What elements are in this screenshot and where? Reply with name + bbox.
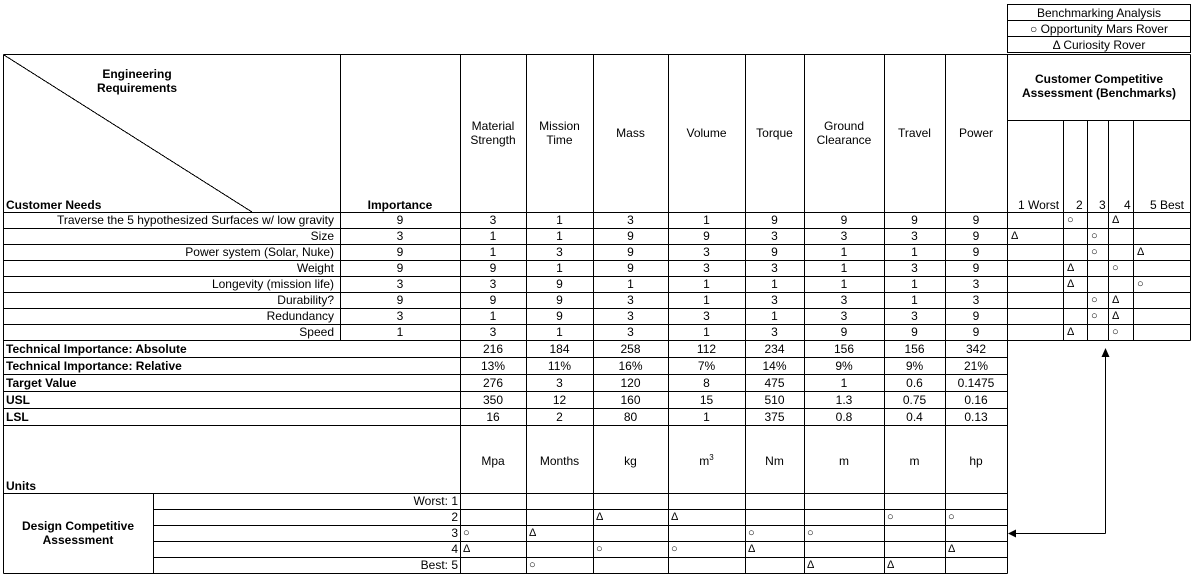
dca-opportunity-mark: ○ <box>748 527 755 539</box>
relationship-value: 1 <box>627 277 634 291</box>
need-importance: 9 <box>396 245 404 259</box>
relationship-value: 9 <box>972 325 980 339</box>
curiosity-mark: Δ <box>1137 246 1145 258</box>
summary-value: 156 <box>904 342 925 356</box>
relationship-value: 1 <box>703 293 710 307</box>
relationship-value: 9 <box>703 229 710 243</box>
summary-value: 0.6 <box>906 376 923 390</box>
legend-title: Benchmarking Analysis <box>1036 6 1162 20</box>
summary-value: 9% <box>835 359 853 373</box>
unit-value <box>765 454 784 468</box>
curiosity-mark: Δ <box>1067 278 1075 290</box>
summary-value: 1.3 <box>835 393 853 407</box>
opportunity-mark: ○ <box>1067 214 1074 226</box>
relationship-value: 1 <box>556 229 563 243</box>
dca-level-label: Worst: 1 <box>413 494 458 508</box>
relationship-value: 3 <box>489 277 497 291</box>
requirement-header: Power <box>958 126 993 140</box>
relationship-value: 3 <box>840 293 848 307</box>
customer-need-name: Traverse the 5 hypothesized Surfaces w/ low gravity <box>56 213 334 227</box>
unit-superscript: 3 <box>709 453 714 462</box>
summary-value: 16 <box>486 410 500 424</box>
requirement-header: Torque <box>756 126 793 140</box>
opportunity-mark: ○ <box>1091 294 1098 306</box>
curiosity-mark: Δ <box>1067 262 1075 274</box>
summary-value: 16% <box>618 359 643 373</box>
legend-opportunity: ○ Opportunity Mars Rover <box>1030 22 1168 36</box>
relationship-value: 9 <box>972 309 980 323</box>
curiosity-mark: Δ <box>1011 230 1019 242</box>
relationship-value: 1 <box>703 277 710 291</box>
unit-text: kg <box>624 454 637 468</box>
relationship-value: 9 <box>972 213 980 227</box>
relationship-value: 1 <box>489 245 497 259</box>
summary-value: 112 <box>696 342 717 356</box>
dca-level-label: 2 <box>451 510 458 524</box>
relationship-value: 1 <box>556 213 563 227</box>
importance-label: Importance <box>367 198 433 212</box>
summary-value: 276 <box>482 376 504 390</box>
unit-value <box>540 454 579 468</box>
dca-curiosity-mark: Δ <box>463 543 471 555</box>
summary-value: 216 <box>482 342 504 356</box>
opportunity-mark: ○ <box>1091 246 1098 258</box>
unit-value <box>624 454 637 468</box>
need-importance: 9 <box>396 293 404 307</box>
opportunity-mark: ○ <box>1112 326 1119 338</box>
requirement-header: Volume <box>686 126 727 140</box>
unit-value <box>481 454 504 468</box>
customer-need-name: Speed <box>299 325 334 339</box>
relationship-value: 3 <box>489 325 497 339</box>
summary-label: Technical Importance: Absolute <box>6 342 187 356</box>
summary-value: 8 <box>703 376 710 390</box>
summary-value: 156 <box>833 342 855 356</box>
unit-value <box>699 454 713 468</box>
cca-scale-label: 5 Best <box>1150 198 1185 212</box>
relationship-value: 3 <box>972 277 980 291</box>
dca-opportunity-mark: ○ <box>887 511 894 523</box>
relationship-value: 1 <box>771 309 778 323</box>
summary-value: 2 <box>556 410 563 424</box>
relationship-value: 3 <box>627 309 634 323</box>
need-importance: 3 <box>396 277 404 291</box>
relationship-value: 1 <box>911 277 918 291</box>
relationship-value: 1 <box>703 325 710 339</box>
unit-text: m <box>699 454 710 468</box>
summary-value: 0.1475 <box>957 376 995 390</box>
dca-curiosity-mark: Δ <box>671 511 679 523</box>
relationship-value: 1 <box>489 229 497 243</box>
summary-value: 3 <box>556 376 563 390</box>
arrow-head-icon <box>1008 530 1016 538</box>
cca-title: Customer Competitive Assessment (Benchmarks) <box>1021 72 1177 100</box>
relationship-value: 9 <box>627 245 634 259</box>
relationship-value: 3 <box>627 213 634 227</box>
relationship-value: 9 <box>972 229 980 243</box>
unit-value <box>969 454 982 468</box>
relationship-value: 9 <box>840 213 848 227</box>
unit-text: Months <box>539 454 580 468</box>
relationship-value: 3 <box>627 293 634 307</box>
relationship-value: 9 <box>972 245 980 259</box>
dca-curiosity-mark: Δ <box>887 559 895 571</box>
units-label: Units <box>6 479 36 493</box>
customer-need-name: Power system (Solar, Nuke) <box>185 245 334 259</box>
summary-value: 184 <box>549 342 570 356</box>
relationship-value: 1 <box>556 325 563 339</box>
relationship-value: 3 <box>911 261 918 275</box>
relationship-value: 9 <box>911 325 918 339</box>
relationship-value: 9 <box>556 309 563 323</box>
summary-label: Target Value <box>6 376 77 390</box>
relationship-value: 9 <box>556 293 563 307</box>
need-importance: 9 <box>396 261 404 275</box>
relationship-value: 1 <box>840 277 848 291</box>
summary-value: 14% <box>762 359 787 373</box>
dca-opportunity-mark: ○ <box>596 543 603 555</box>
relationship-value: 1 <box>911 245 918 259</box>
requirement-header: Mass <box>616 126 645 140</box>
summary-value: 11% <box>547 359 572 373</box>
relationship-value: 1 <box>840 245 848 259</box>
relationship-value: 3 <box>703 309 710 323</box>
customer-need-name: Weight <box>296 261 334 275</box>
requirement-header: Travel <box>898 126 931 140</box>
relationship-value: 3 <box>703 245 710 259</box>
relationship-value: 9 <box>911 213 918 227</box>
relationship-value: 9 <box>556 277 563 291</box>
summary-value: 1 <box>703 410 710 424</box>
summary-value: 160 <box>620 393 641 407</box>
curiosity-mark: Δ <box>1112 310 1120 322</box>
legend-curiosity: Δ Curiosity Rover <box>1052 38 1146 52</box>
summary-value: 0.13 <box>964 410 988 424</box>
relationship-value: 3 <box>771 293 778 307</box>
relationship-value: 3 <box>627 325 634 339</box>
relationship-value: 3 <box>911 229 918 243</box>
relationship-value: 3 <box>703 261 710 275</box>
summary-value: 475 <box>764 376 785 390</box>
customer-need-name: Size <box>310 229 334 243</box>
relationship-value: 9 <box>627 229 634 243</box>
dca-level-label: Best: 5 <box>420 558 458 572</box>
relationship-value: 3 <box>489 213 497 227</box>
summary-value: 0.16 <box>964 393 988 407</box>
opportunity-mark: ○ <box>1091 230 1098 242</box>
opportunity-mark: ○ <box>1137 278 1144 290</box>
curiosity-mark: Δ <box>1067 326 1075 338</box>
summary-value: 350 <box>482 393 504 407</box>
customer-need-name: Durability? <box>277 293 334 307</box>
relationship-value: 9 <box>972 261 980 275</box>
summary-value: 21% <box>963 359 989 373</box>
relationship-value: 3 <box>972 293 980 307</box>
customer-need-name: Redundancy <box>266 309 334 323</box>
dca-opportunity-mark: ○ <box>671 543 678 555</box>
summary-value: 510 <box>764 393 785 407</box>
summary-label: Technical Importance: Relative <box>6 359 182 373</box>
summary-value: 13% <box>480 359 506 373</box>
unit-text: m <box>909 454 920 468</box>
curiosity-mark: Δ <box>1112 294 1120 306</box>
unit-text: hp <box>969 454 983 468</box>
dca-curiosity-mark: Δ <box>596 511 604 523</box>
dca-curiosity-mark: Δ <box>807 559 815 571</box>
cca-scale-label: 1 Worst <box>1018 198 1060 212</box>
relationship-value: 9 <box>489 293 497 307</box>
unit-text: Nm <box>765 454 784 468</box>
requirement-header: Material Strength <box>470 119 516 147</box>
unit-value <box>839 454 849 468</box>
need-importance: 3 <box>396 309 404 323</box>
relationship-value: 3 <box>911 309 918 323</box>
summary-value: 234 <box>764 342 785 356</box>
summary-value: 1 <box>840 376 848 390</box>
dca-opportunity-mark: ○ <box>463 527 470 539</box>
relationship-value: 3 <box>771 229 778 243</box>
summary-value: 7% <box>697 359 716 373</box>
requirement-header: Ground Clearance <box>816 119 872 147</box>
relationship-value: 1 <box>703 213 710 227</box>
opportunity-mark: ○ <box>1091 310 1098 322</box>
relationship-value: 1 <box>489 309 497 323</box>
relationship-value: 3 <box>840 229 848 243</box>
engineering-requirements-label: Engineering Requirements <box>96 67 178 95</box>
requirement-header: Mission Time <box>539 119 580 147</box>
relationship-value: 1 <box>771 277 778 291</box>
need-importance: 1 <box>396 325 404 339</box>
dca-opportunity-mark: ○ <box>529 559 536 571</box>
relationship-value: 9 <box>840 325 848 339</box>
relationship-value: 1 <box>911 293 918 307</box>
summary-value: 375 <box>764 410 785 424</box>
relationship-value: 3 <box>556 245 563 259</box>
dca-opportunity-mark: ○ <box>807 527 814 539</box>
dca-title: Design Competitive Assessment <box>21 519 135 547</box>
summary-value: 0.4 <box>906 410 923 424</box>
cca-scale-label: 4 <box>1124 198 1131 212</box>
dca-curiosity-mark: Δ <box>948 543 956 555</box>
customer-needs-label: Customer Needs <box>6 198 102 212</box>
summary-value: 15 <box>699 393 714 407</box>
summary-label: LSL <box>6 410 29 424</box>
need-importance: 9 <box>396 213 404 227</box>
summary-value: 0.8 <box>835 410 853 424</box>
unit-text: Mpa <box>481 454 505 468</box>
relationship-value: 9 <box>489 261 497 275</box>
dca-level-label: 4 <box>451 542 458 556</box>
opportunity-mark: ○ <box>1112 262 1119 274</box>
summary-value: 0.75 <box>902 393 927 407</box>
summary-value: 120 <box>620 376 641 390</box>
cca-scale-label: 2 <box>1076 198 1083 212</box>
relationship-value: 9 <box>771 213 778 227</box>
relationship-value: 3 <box>771 325 778 339</box>
relationship-value: 9 <box>627 261 634 275</box>
relationship-value: 9 <box>771 245 778 259</box>
summary-label: USL <box>6 393 30 407</box>
dca-curiosity-mark: Δ <box>748 543 756 555</box>
summary-value: 9% <box>905 359 924 373</box>
relationship-value: 3 <box>771 261 778 275</box>
unit-value <box>910 454 920 468</box>
dca-curiosity-mark: Δ <box>529 527 537 539</box>
dca-opportunity-mark: ○ <box>948 511 955 523</box>
cca-scale-label: 3 <box>1099 198 1106 212</box>
curiosity-mark: Δ <box>1112 214 1120 226</box>
summary-value: 80 <box>623 410 638 424</box>
need-importance: 3 <box>396 229 404 243</box>
relationship-value: 1 <box>556 261 563 275</box>
dca-level-label: 3 <box>451 526 458 540</box>
summary-value: 258 <box>620 342 641 356</box>
summary-value: 12 <box>552 393 567 407</box>
summary-value: 342 <box>965 342 987 356</box>
relationship-value: 1 <box>840 261 848 275</box>
arrow-head-icon <box>1102 348 1110 357</box>
relationship-value: 3 <box>840 309 848 323</box>
unit-text: m <box>839 454 849 468</box>
customer-need-name: Longevity (mission life) <box>211 277 334 291</box>
